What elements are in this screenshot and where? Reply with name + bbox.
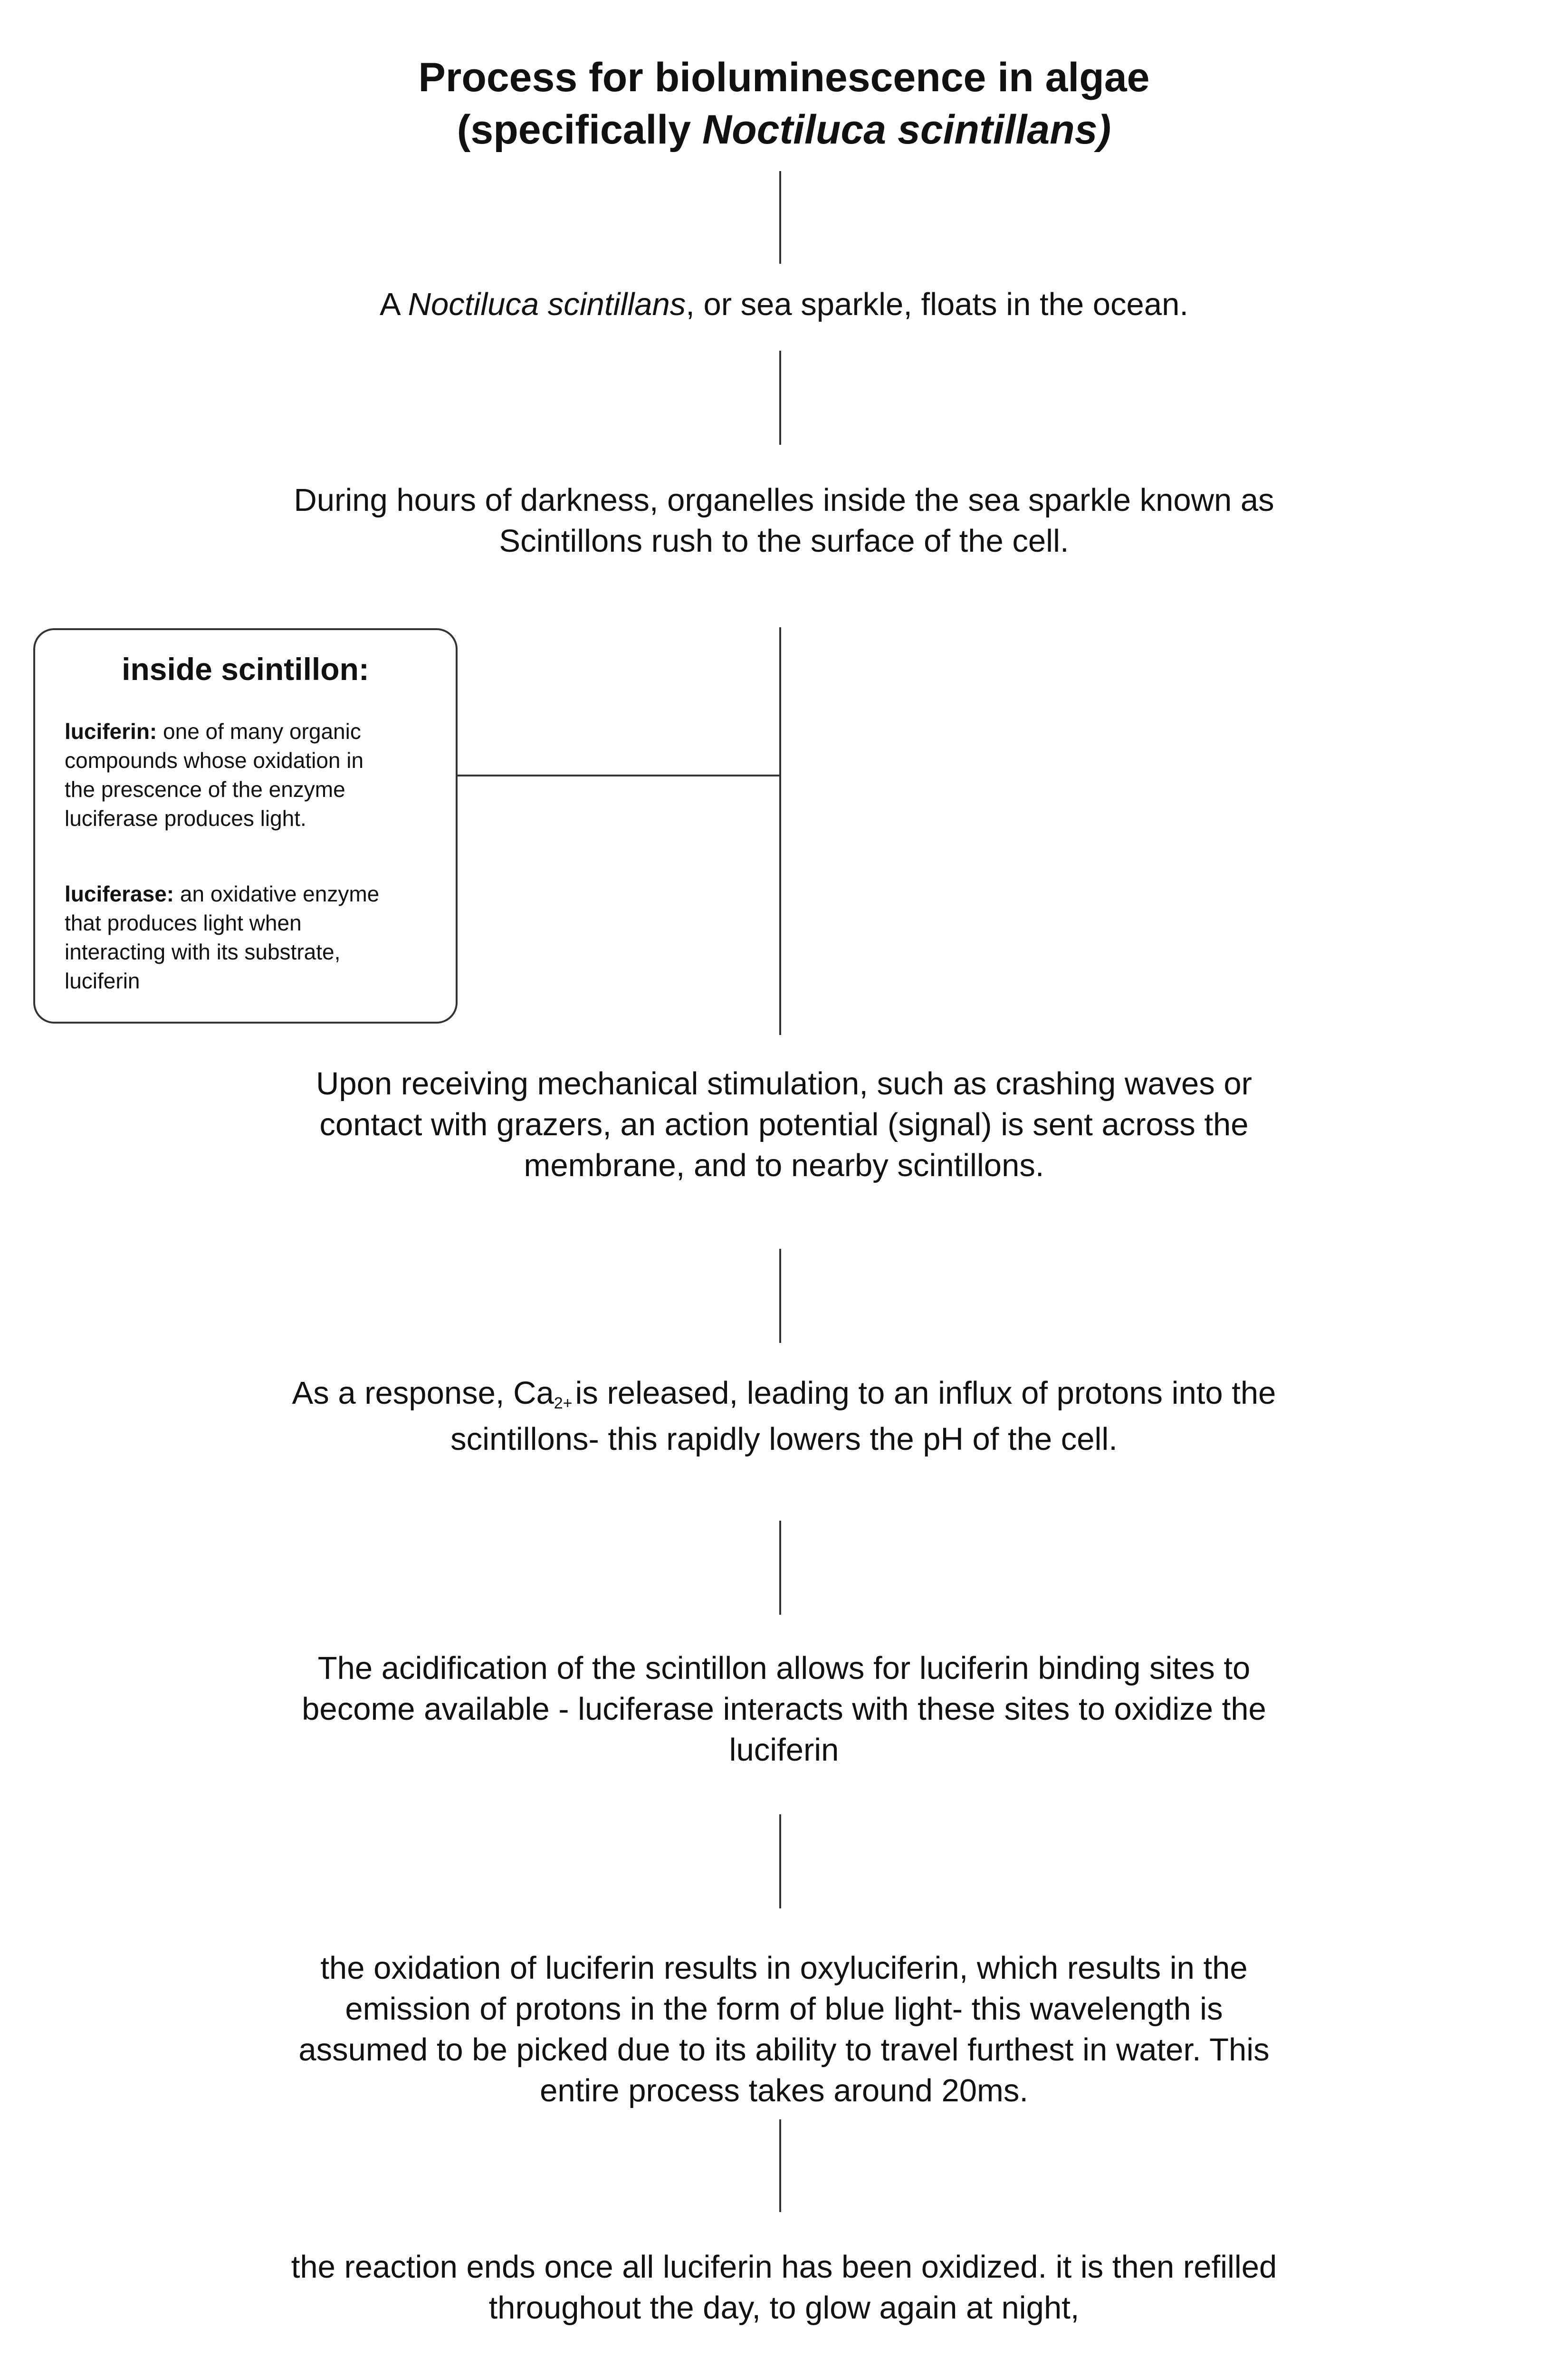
calcium-charge: 2+: [554, 1394, 573, 1412]
connector-line-3: [779, 627, 781, 1035]
step-5-line-1: The acidification of the scintillon allows for luciferin binding sites to: [317, 1650, 1251, 1686]
step-6-line-4: entire process takes around 20ms.: [540, 2073, 1028, 2108]
step-1-prefix: A: [380, 287, 408, 322]
luciferin-line-4: luciferase produces light.: [65, 806, 306, 831]
luciferase-first: an oxidative enzyme: [174, 881, 380, 906]
step-2-text: [238, 480, 1330, 562]
diagram-title: Process for bioluminescence in algae: [418, 55, 1150, 100]
step-5-line-2: become available - luciferase interacts with these sites to oxidize the: [302, 1691, 1266, 1727]
step-4-prefix: As a response, Ca: [292, 1375, 554, 1411]
connector-line-6: [779, 1814, 781, 1908]
step-4-suffix: is released, leading to an influx of protons into the: [575, 1375, 1276, 1411]
subtitle-species: Noctiluca scintillans): [702, 107, 1111, 153]
step-1-species: Noctiluca scintillans: [408, 287, 686, 322]
step-1-suffix: , or sea sparkle, floats in the ocean.: [686, 287, 1188, 322]
luciferase-line-1: [65, 880, 440, 909]
luciferase-term: luciferase:: [65, 881, 174, 906]
sidebox-connector: [458, 775, 781, 776]
connector-line-2: [779, 351, 781, 445]
step-5-text: [238, 1648, 1330, 1771]
step-5-line-3: luciferin: [729, 1732, 839, 1768]
scintillon-box-title: inside scintillon:: [122, 651, 369, 687]
step-6-line-1: the oxidation of luciferin results in oxyluciferin, which results in the: [320, 1950, 1248, 1986]
step-7-line-1: the reaction ends once all luciferin has been oxidized. it is then refilled: [291, 2249, 1277, 2285]
luciferase-definition: [65, 880, 440, 996]
luciferin-term: luciferin:: [65, 719, 157, 744]
luciferin-first: one of many organic: [157, 719, 361, 744]
luciferin-line-2: compounds whose oxidation in: [65, 748, 364, 773]
connector-line-1: [779, 171, 781, 264]
step-3-line-3: membrane, and to nearby scintillons.: [524, 1148, 1044, 1183]
step-1-text: [238, 284, 1330, 325]
connector-line-4: [779, 1249, 781, 1343]
luciferin-line-1: [65, 717, 440, 746]
step-3-text: [238, 1063, 1330, 1186]
connector-line-7: [779, 2119, 781, 2212]
step-4-text: [238, 1373, 1330, 1460]
step-3-line-2: contact with grazers, an action potential (signal) is sent across the: [319, 1107, 1249, 1142]
step-7-line-2: throughout the day, to glow again at night,: [488, 2290, 1080, 2326]
luciferin-definition: [65, 717, 440, 833]
luciferase-line-3: interacting with its substrate,: [65, 939, 341, 964]
step-4-line-1: [238, 1373, 1330, 1419]
luciferase-line-2: that produces light when: [65, 910, 302, 935]
step-2-line-2: Scintillons rush to the surface of the cell.: [499, 523, 1069, 559]
step-7-text: [238, 2247, 1330, 2328]
step-3-line-1: Upon receiving mechanical stimulation, such as crashing waves or: [316, 1066, 1252, 1102]
step-6-text: [238, 1948, 1330, 2111]
connector-line-5: [779, 1521, 781, 1615]
luciferase-line-4: luciferin: [65, 968, 140, 993]
diagram-subtitle: [0, 100, 1568, 160]
scintillon-info-box: [33, 628, 458, 1024]
step-6-line-3: assumed to be picked due to its ability to travel furthest in water. This: [298, 2032, 1270, 2068]
luciferin-line-3: the prescence of the enzyme: [65, 777, 345, 802]
step-4-line-2: scintillons- this rapidly lowers the pH of the cell.: [450, 1421, 1118, 1457]
step-6-line-2: emission of protons in the form of blue light- this wavelength is: [345, 1991, 1223, 2027]
subtitle-prefix: (specifically: [457, 107, 703, 153]
step-2-line-1: During hours of darkness, organelles inside the sea sparkle known as: [294, 482, 1274, 518]
